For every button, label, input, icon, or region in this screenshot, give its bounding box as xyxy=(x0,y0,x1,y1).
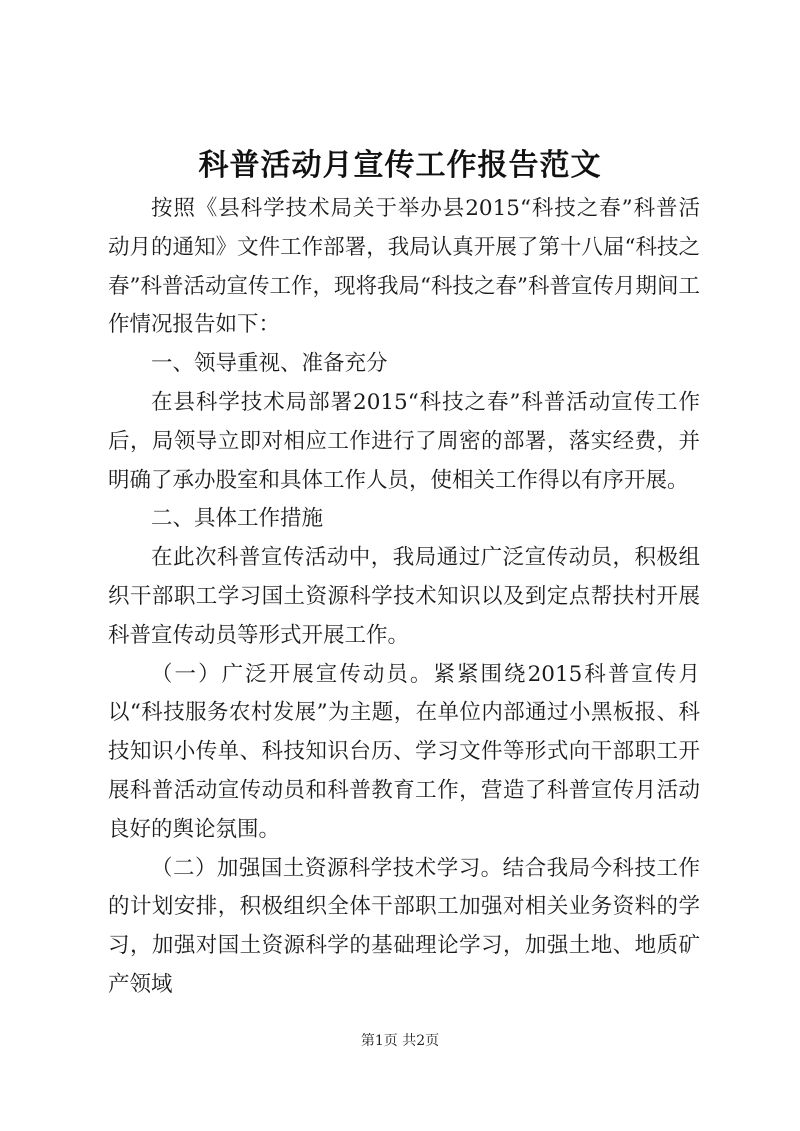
paragraph-subsection-2: （二）加强国土资源科学技术学习。结合我局今科技工作的计划安排，积极组织全体干部职工加强对相关业务资料的学习，加强对国土资源科学的基础理论学习，加强土地、地质矿产领域 xyxy=(108,855,700,997)
section-heading-2: 二、具体工作措施 xyxy=(151,506,324,532)
page-title: 科普活动月宣传工作报告范文 xyxy=(198,148,602,183)
paragraph-subsection-1: （一）广泛开展宣传动员。紧紧围绕2015科普宣传月以“科技服务农村发展”为主题，在单位内部通过小黑板报、科技知识小传单、科技知识台历、学习文件等形式向干部职工开展科普活动宣传动员和科普教育工作，营造了科普宣传月活动良好的舆论氛围。 xyxy=(108,661,700,842)
paragraph-section-2: 在此次科普宣传活动中，我局通过广泛宣传动员，积极组织干部职工学习国土资源科学技术知识以及到定点帮扶村开展科普宣传动员等形式开展工作。 xyxy=(108,545,700,648)
document-body xyxy=(108,190,700,1005)
paragraph-intro: 按照《县科学技术局关于举办县2015“科技之春”科普活动月的通知》文件工作部署，我局认真开展了第十八届“科技之春”科普活动宣传工作，现将我局“科技之春”科普宣传月期间工作情况报告如下： xyxy=(108,196,700,338)
paragraph-section-1: 在县科学技术局部署2015“科技之春”科普活动宣传工作后，局领导立即对相应工作进行了周密的部署，落实经费，并明确了承办股室和具体工作人员，使相关工作得以有序开展。 xyxy=(108,389,700,493)
section-heading-1: 一、领导重视、准备充分 xyxy=(151,351,388,377)
page-footer: 第1页 共2页 xyxy=(360,1033,440,1049)
